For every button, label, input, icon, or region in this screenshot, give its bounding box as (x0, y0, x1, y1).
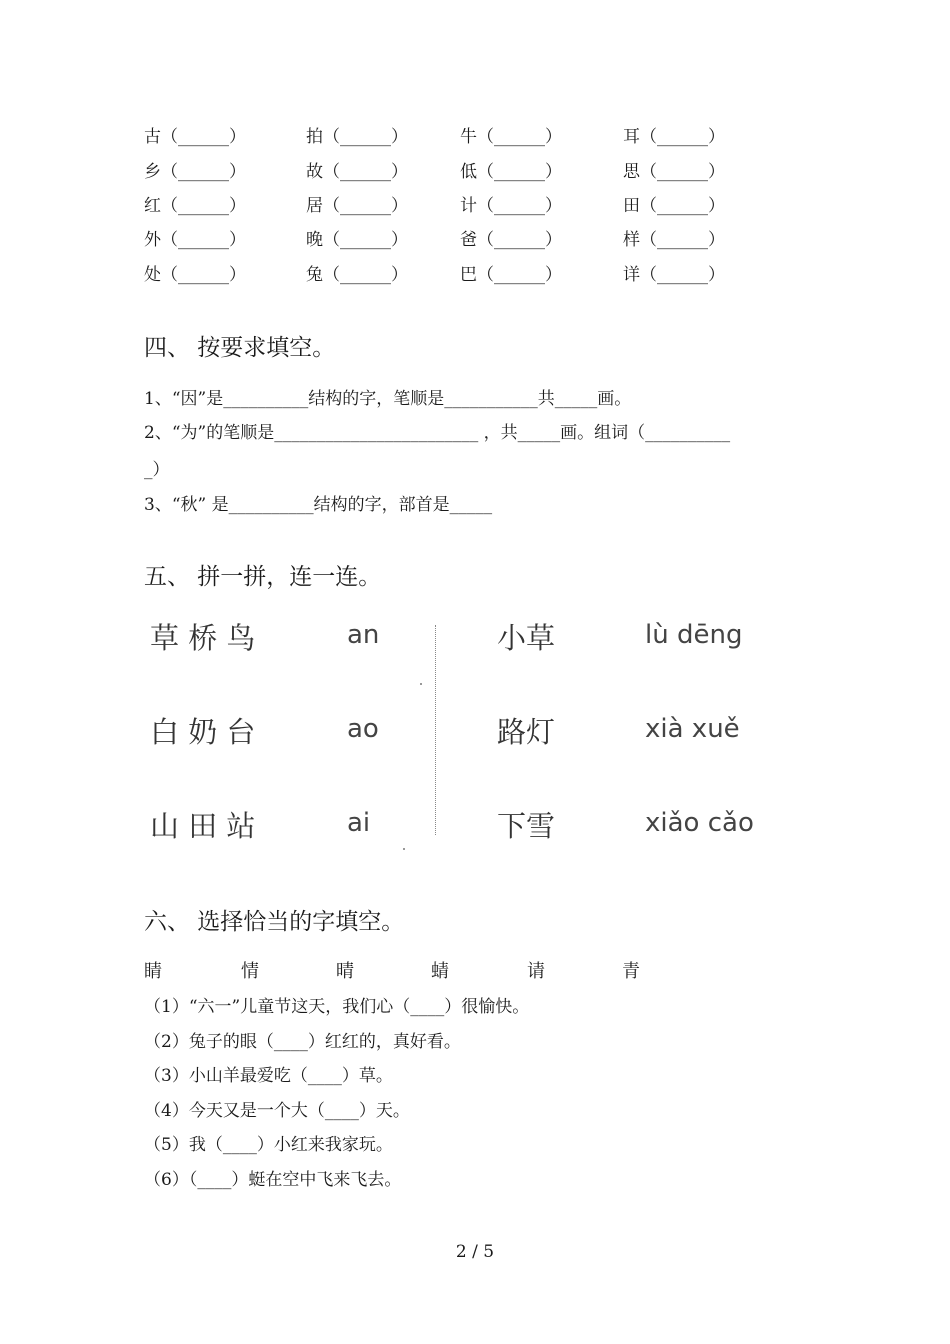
grid-cell: 牛（______） (460, 127, 562, 147)
grid-cell: 耳（______） (623, 127, 725, 147)
section-four-title: 四、 按要求填空。 (144, 335, 336, 361)
word: 下雪 (497, 809, 556, 843)
speck-mark (420, 683, 422, 685)
fill-item: （3）小山羊最爱吃（____）草。 (144, 1066, 393, 1086)
fill-item: （1）“六一”儿童节这天，我们心（____）很愉快。 (144, 997, 530, 1017)
speck-mark (403, 848, 405, 850)
grid-cell: 巴（______） (460, 265, 562, 285)
word-pinyin: xià xuě (645, 714, 740, 744)
grid-cell: 古（______） (144, 127, 246, 147)
grid-cell: 拍（______） (306, 127, 408, 147)
grid-cell: 田（______） (623, 196, 725, 216)
page-number: 2 / 5 (455, 1242, 495, 1262)
option-char: 情 (241, 961, 259, 982)
fill-item: （2）兔子的眼（____）红红的，真好看。 (144, 1032, 461, 1052)
grid-cell: 爸（______） (460, 230, 562, 250)
grid-cell: 计（______） (460, 196, 562, 216)
option-char: 睛 (144, 961, 162, 982)
grid-cell: 红（______） (144, 196, 246, 216)
option-char: 请 (527, 961, 545, 982)
grid-cell: 乡（______） (144, 162, 246, 182)
word-pinyin: xiǎo cǎo (645, 808, 754, 838)
final-pinyin: an (347, 620, 380, 650)
section-five-title: 五、 拼一拼，连一连。 (144, 564, 382, 590)
final-pinyin: ai (347, 808, 371, 838)
grid-cell: 外（______） (144, 230, 246, 250)
fill-item: （4）今天又是一个大（____）天。 (144, 1101, 410, 1121)
grid-cell: 居（______） (306, 196, 408, 216)
option-char: 青 (622, 961, 640, 982)
divider-line (435, 625, 436, 835)
question-line: 3、“秋” 是__________结构的字，部首是_____ (144, 495, 493, 515)
question-line: 2、“为”的笔顺是________________________ ，共_____画。组词（__________ (144, 423, 731, 443)
grid-cell: 低（______） (460, 162, 562, 182)
word-pinyin: lù dēng (645, 620, 743, 650)
word: 路灯 (497, 715, 556, 749)
char-group: 白 奶 台 (150, 715, 256, 749)
grid-cell: 样（______） (623, 230, 725, 250)
grid-cell: 兔（______） (306, 265, 408, 285)
fill-item: （6）（____）蜓在空中飞来飞去。 (144, 1170, 402, 1190)
grid-cell: 故（______） (306, 162, 408, 182)
char-group: 山 田 站 (150, 809, 256, 843)
grid-cell: 思（______） (623, 162, 725, 182)
question-line: 1、“因”是__________结构的字，笔顺是___________共_____画。 (144, 389, 632, 409)
section-six-title: 六、 选择恰当的字填空。 (144, 909, 405, 935)
final-pinyin: ao (347, 714, 379, 744)
fill-item: （5）我（____）小红来我家玩。 (144, 1135, 393, 1155)
char-group: 草 桥 鸟 (150, 621, 256, 655)
grid-cell: 详（______） (623, 265, 725, 285)
grid-cell: 处（______） (144, 265, 246, 285)
option-char: 晴 (336, 961, 354, 982)
word: 小草 (497, 621, 556, 655)
question-line-continued: _） (144, 460, 170, 480)
grid-cell: 晚（______） (306, 230, 408, 250)
option-char: 蜻 (431, 961, 449, 982)
